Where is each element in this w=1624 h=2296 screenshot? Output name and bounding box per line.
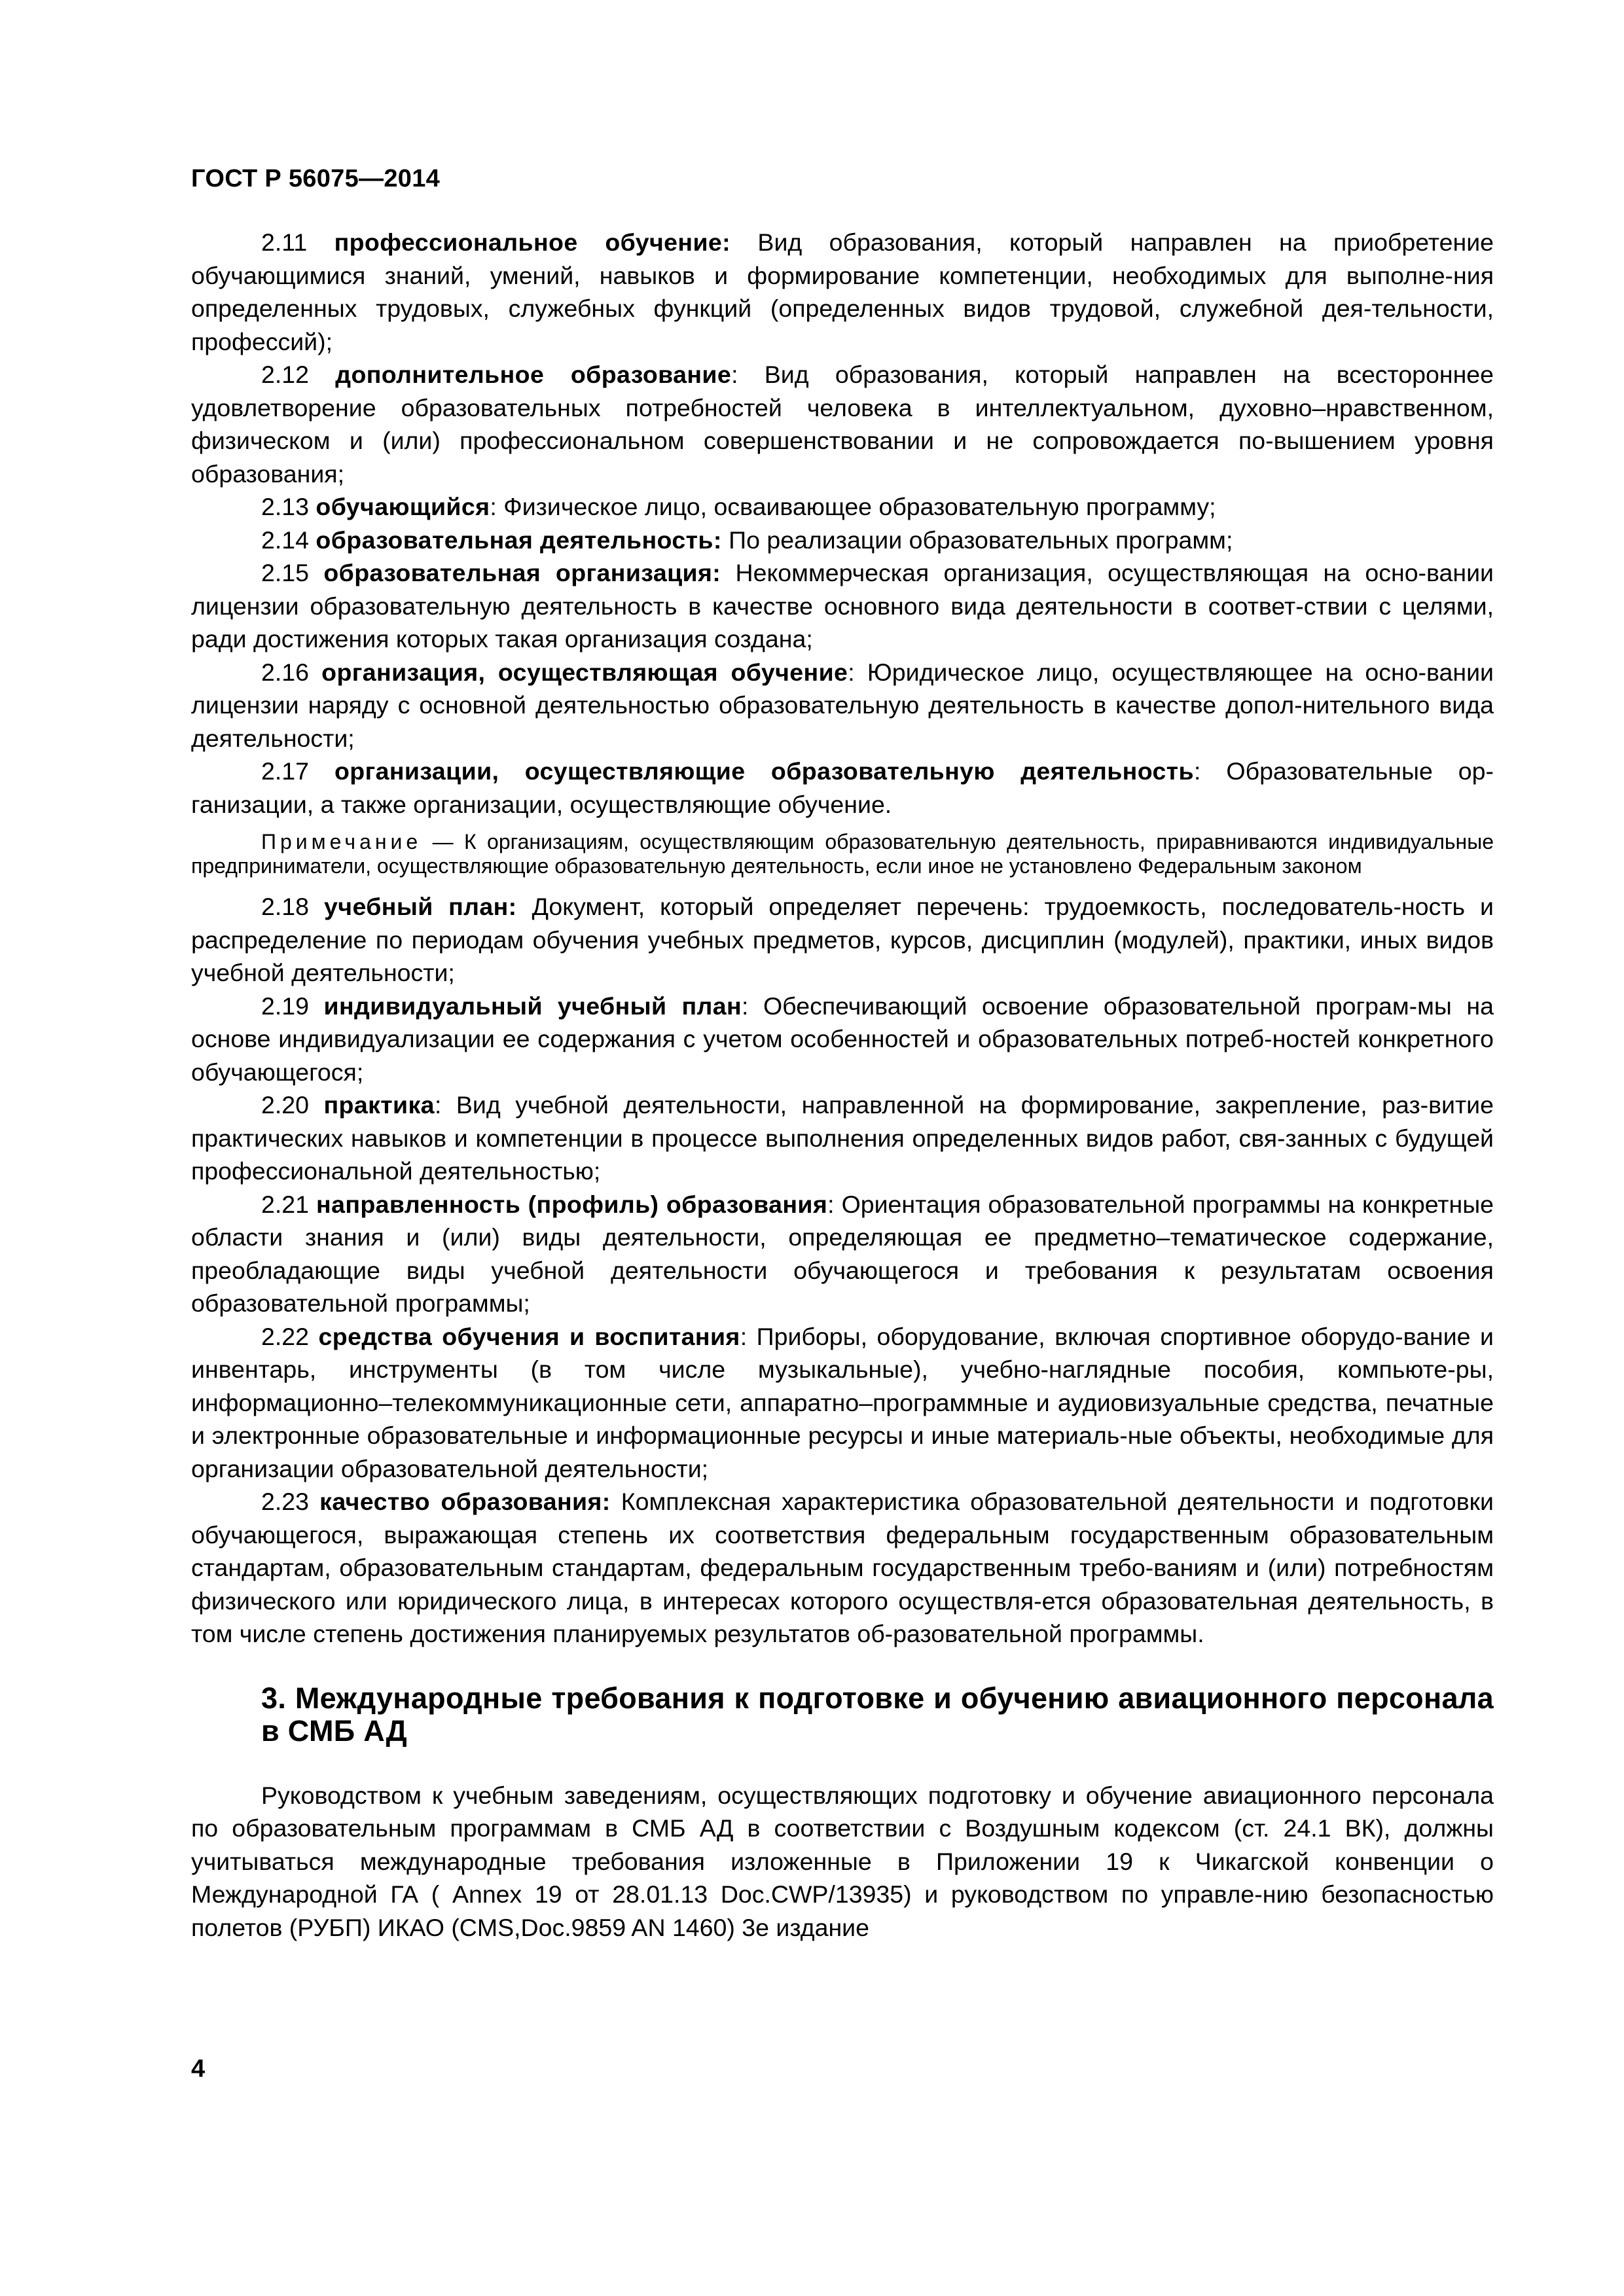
definition-term: индивидуальный учебный план	[323, 992, 742, 1020]
definition-text: По реализации образовательных программ;	[721, 526, 1233, 554]
definition-term: образовательная деятельность:	[316, 526, 722, 554]
definition-item	[191, 890, 1494, 990]
definition-number: 2.17	[261, 757, 309, 785]
definition-term: организации, осуществляющие образовательную деятельность	[334, 757, 1195, 785]
definition-number: 2.19	[261, 992, 309, 1020]
definition-text: : Обеспечивающий освоение образовательной програм-мы на основе индивидуализации ее содержания с учетом особенностей и образовательных потреб-ностей конкретного обучающегося;	[191, 992, 1494, 1086]
section-paragraph: Руководством к учебным заведениям, осуществляющих подготовку и обучение авиационного персонала по образовательным программам в СМБ АД в соответствии с Воздушным кодексом (ст. 24.1 ВК), должны учитываться международные требования изложенные в Приложении 19 к Чикагской конвенции о Международной ГА ( Annex 19 от 28.01.13 Doc.CWP/13935) и руководством по управле-нию безопасностью полетов (РУБП) ИКАО (CMS,Doc.9859 AN 1460) 3е издание	[191, 1781, 1494, 1941]
definition-text: : Физическое лицо, осваивающее образовательную программу;	[490, 493, 1216, 520]
note-text: — К организациям, осуществляющим образовательную деятельность, приравниваются индивидуальные предприниматели, осуществляющие образовательную деятельность, если иное не установлено Федеральным законом	[191, 830, 1494, 878]
definition-number: 2.18	[261, 893, 309, 920]
definition-item	[191, 226, 1494, 358]
definition-item	[191, 1485, 1494, 1651]
definition-text: : Вид учебной деятельности, направленной на формирование, закрепление, раз-витие практических навыков и компетенции в процессе выполнения определенных видов работ, свя-занных с будущей профессиональной деятельностью;	[191, 1091, 1494, 1185]
definition-item	[191, 755, 1494, 821]
definition-term: качество образования:	[319, 1488, 611, 1515]
note	[191, 830, 1494, 878]
definition-term: организация, осуществляющая обучение	[321, 658, 848, 686]
definition-item	[191, 1320, 1494, 1486]
definition-term: дополнительное образование	[335, 361, 732, 388]
definition-text: : Образовательные ор-ганизации, а также организации, осуществляющие обучение.	[191, 757, 1494, 818]
definition-item	[191, 490, 1494, 524]
definition-number: 2.22	[261, 1322, 309, 1350]
document-body	[191, 226, 1494, 1944]
definition-text: Некоммерческая организация, осуществляющая на осно-вании лицензии образовательную деятельность в качестве основного вида деятельности в соответ-ствии с целями, ради достижения которых такая организация создана;	[191, 559, 1494, 653]
definition-text: : Юридическое лицо, осуществляющее на осно-вании лицензии наряду с основной деятельностью образовательную деятельность в качестве допол-нительного вида деятельности;	[191, 658, 1494, 752]
definition-number: 2.23	[261, 1488, 309, 1515]
definition-term: учебный план:	[324, 893, 517, 920]
definition-item	[191, 358, 1494, 490]
definition-number: 2.20	[261, 1091, 309, 1119]
definition-item	[191, 524, 1494, 557]
definition-text: Вид образования, который направлен на приобретение обучающимися знаний, умений, навыков и формирование компетенции, необходимых для выполне-ния определенных трудовых, служебных функций (определенных видов трудовой, служебной дея-тельности, профессий);	[191, 228, 1494, 355]
definition-term: образовательная организация:	[323, 559, 721, 586]
definition-number: 2.11	[261, 228, 308, 256]
section-title: 3. Международные требования к подготовке и обучению авиационного персонала в СМБ АД	[261, 1681, 1494, 1748]
definition-item	[191, 556, 1494, 656]
definition-number: 2.16	[261, 658, 309, 686]
definition-number: 2.21	[261, 1190, 309, 1218]
definition-text: Документ, который определяет перечень: трудоемкость, последователь-ность и распределение по периодам обучения учебных предметов, курсов, дисциплин (модулей), практики, иных видов учебной деятельности;	[191, 893, 1494, 986]
definition-term: обучающийся	[316, 493, 490, 520]
definition-number: 2.15	[261, 559, 309, 586]
definition-number: 2.12	[261, 361, 309, 388]
definition-text: : Ориентация образовательной программы на конкретные области знания и (или) виды деятельности, определяющая ее предметно–тематическое содержание, преобладающие виды учебной деятельности обучающегося и требования к результатам освоения образовательной программы;	[191, 1190, 1494, 1317]
document-header: ГОСТ Р 56075—2014	[191, 165, 441, 192]
definition-text: : Вид образования, который направлен на всестороннее удовлетворение образовательных потребностей человека в интеллектуальном, духовно–нравственном, физическом и (или) профессиональном совершенствовании и не сопровождается по-вышением уровня образования;	[191, 361, 1494, 488]
definition-item	[191, 990, 1494, 1089]
definition-item	[191, 1088, 1494, 1188]
definition-number: 2.14	[261, 526, 309, 554]
page-number: 4	[191, 2055, 206, 2083]
definition-term: профессиональное обучение:	[334, 228, 731, 256]
definition-term: практика	[323, 1091, 435, 1119]
definition-item	[191, 1188, 1494, 1320]
note-label: Примечание	[261, 830, 422, 853]
definition-item	[191, 656, 1494, 755]
definition-number: 2.13	[261, 493, 309, 520]
definition-term: средства обучения и воспитания	[318, 1322, 740, 1350]
definition-text: : Приборы, оборудование, включая спортивное оборудо-вание и инвентарь, инструменты (в том числе музыкальные), учебно-наглядные пособия, компьюте-ры, информационно–телекоммуникационные сети, аппаратно–программные и аудиовизуальные средства, печатные и электронные образовательные и информационные ресурсы и иные материаль-ные объекты, необходимые для организации образовательной деятельности;	[191, 1322, 1494, 1482]
definition-text: Комплексная характеристика образовательной деятельности и подготовки обучающегося, выражающая степень их соответствия федеральным государственным образовательным стандартам, образовательным стандартам, федеральным государственным требо-ваниям и (или) потребностям физического или юридического лица, в интересах которого осуществля-ется образовательная деятельность, в том числе степень достижения планируемых результатов об-разовательной программы.	[191, 1488, 1494, 1647]
definition-term: направленность (профиль) образования	[316, 1190, 828, 1218]
